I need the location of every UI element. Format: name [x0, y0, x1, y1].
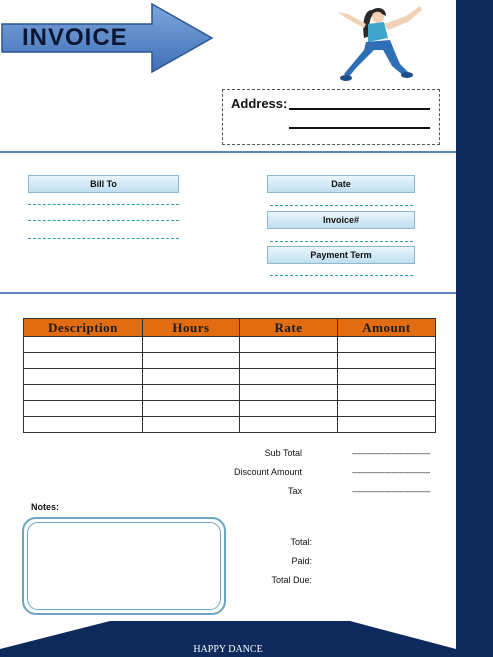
cell-hours[interactable] [143, 417, 240, 433]
cell-description[interactable] [24, 401, 143, 417]
right-sidebar-band [456, 0, 493, 657]
paid-label: Paid: [291, 556, 312, 566]
address-box [222, 89, 440, 145]
address-line-1[interactable] [289, 108, 430, 110]
discount-amount-value[interactable]: ------------------------------------ [352, 468, 430, 477]
cell-description[interactable] [24, 337, 143, 353]
payment-term-line[interactable] [270, 275, 413, 276]
cell-rate[interactable] [240, 369, 338, 385]
table-row [24, 385, 436, 401]
cell-hours[interactable] [143, 401, 240, 417]
column-header-hours: Hours [143, 319, 240, 337]
cell-rate[interactable] [240, 353, 338, 369]
notes-box-inner [27, 522, 221, 610]
cell-rate[interactable] [240, 385, 338, 401]
column-header-amount: Amount [338, 319, 436, 337]
cell-rate[interactable] [240, 401, 338, 417]
sub-total-value[interactable]: ------------------------------------ [352, 449, 430, 458]
footer-text: HAPPY DANCE [193, 644, 263, 655]
invoice-number-line[interactable] [270, 241, 413, 242]
table-header-row [24, 319, 436, 337]
payment-term-label: Payment Term [267, 246, 415, 264]
notes-label: Notes: [31, 502, 60, 512]
table-row [24, 369, 436, 385]
bill-to-line-1[interactable] [28, 204, 179, 205]
cell-amount[interactable] [338, 369, 436, 385]
cell-description[interactable] [24, 417, 143, 433]
cell-amount[interactable] [338, 337, 436, 353]
notes-box[interactable] [22, 517, 226, 615]
table-row [24, 353, 436, 369]
bill-to-line-3[interactable] [28, 238, 179, 239]
column-header-description: Description [24, 319, 143, 337]
table-row [24, 401, 436, 417]
cell-amount[interactable] [338, 385, 436, 401]
address-line-2[interactable] [289, 127, 430, 129]
line-items-table [23, 318, 436, 433]
tax-label: Tax [287, 486, 302, 496]
date-label: Date [267, 175, 415, 193]
cell-amount[interactable] [338, 353, 436, 369]
total-due-label: Total Due: [271, 575, 312, 585]
dancer-illustration [334, 2, 430, 84]
cell-rate[interactable] [240, 337, 338, 353]
cell-amount[interactable] [338, 417, 436, 433]
bill-to-label: Bill To [28, 175, 179, 193]
cell-rate[interactable] [240, 417, 338, 433]
cell-hours[interactable] [143, 353, 240, 369]
cell-description[interactable] [24, 385, 143, 401]
discount-amount-label: Discount Amount [233, 467, 302, 477]
table-row [24, 417, 436, 433]
section-divider-top [0, 151, 456, 153]
cell-hours[interactable] [143, 369, 240, 385]
cell-description[interactable] [24, 369, 143, 385]
cell-hours[interactable] [143, 385, 240, 401]
table-row [24, 337, 436, 353]
column-header-rate: Rate [240, 319, 338, 337]
section-divider-middle [0, 292, 456, 294]
address-label: Address: [231, 96, 288, 111]
cell-amount[interactable] [338, 401, 436, 417]
cell-hours[interactable] [143, 337, 240, 353]
invoice-number-label: Invoice# [267, 211, 415, 229]
total-label: Total: [290, 537, 312, 547]
invoice-title: INVOICE [22, 24, 128, 51]
bill-to-line-2[interactable] [28, 220, 179, 221]
cell-description[interactable] [24, 353, 143, 369]
date-line[interactable] [270, 205, 413, 206]
tax-value[interactable]: ------------------------------------ [352, 487, 430, 496]
sub-total-label: Sub Total [264, 448, 302, 458]
